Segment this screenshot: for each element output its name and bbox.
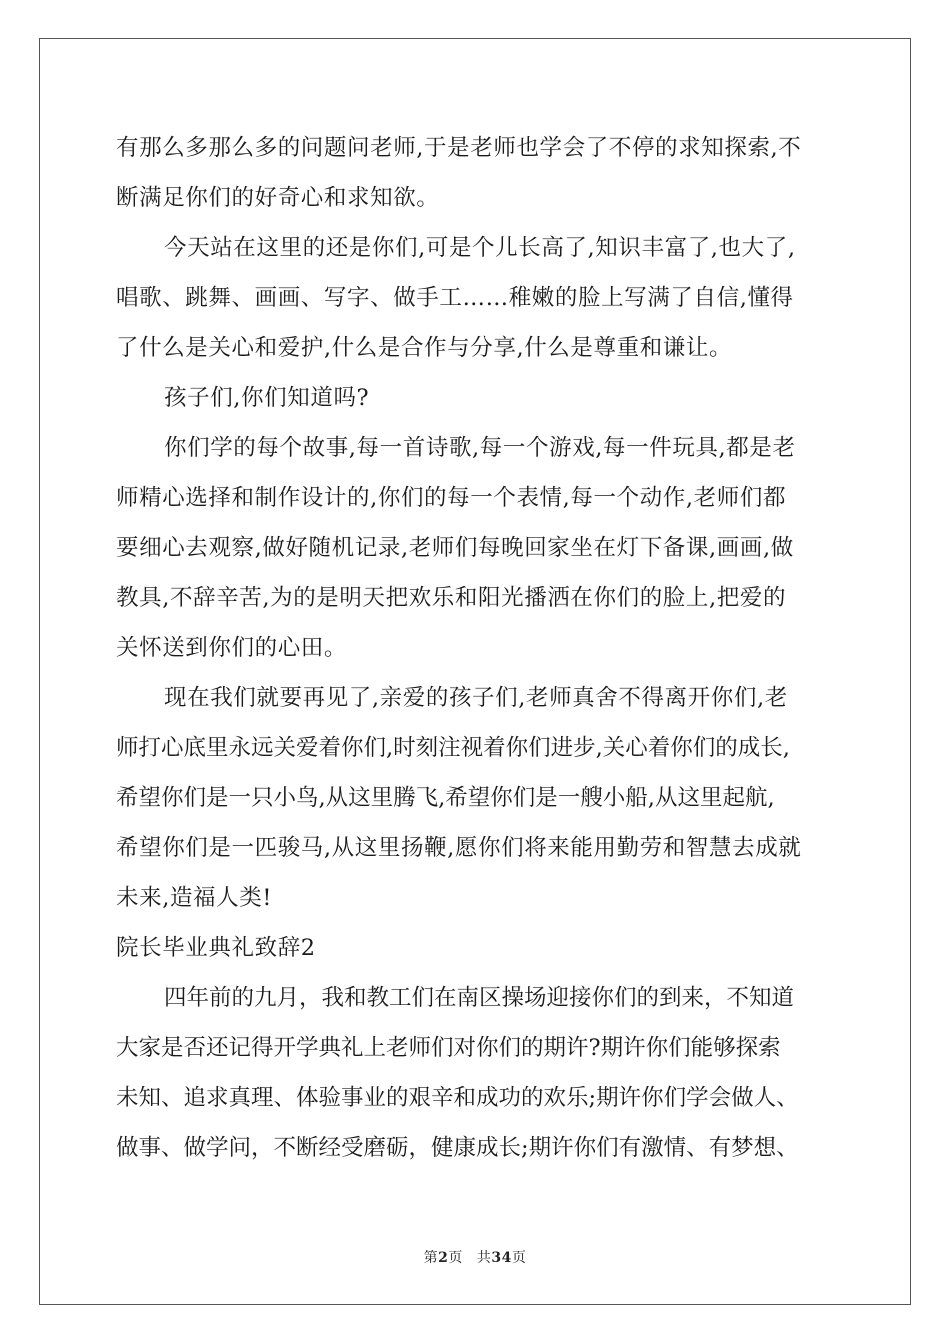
text-line: 唱歌、跳舞、画画、写字、做手工……稚嫩的脸上写满了自信,懂得: [116, 285, 794, 311]
paragraph-start: 现在我们就要再见了,亲爱的孩子们,老师真舍不得离开你们,老: [164, 685, 788, 711]
text-line: 希望你们是一匹骏马,从这里扬鞭,愿你们将来能用勤劳和智慧去成就: [116, 835, 802, 861]
text-line: 师打心底里永远关爱着你们,时刻注视着你们进步,关心着你们的成长,: [116, 735, 790, 761]
total-pages: 34: [491, 1250, 512, 1266]
text-line: 希望你们是一只小鸟,从这里腾飞,希望你们是一艘小船,从这里起航,: [116, 785, 775, 811]
text-line: 教具,不辞辛苦,为的是明天把欢乐和阳光播洒在你们的脸上,把爱的: [116, 585, 787, 611]
section-heading: 院长毕业典礼致辞2: [116, 935, 316, 961]
text-line: 做事、做学问，不断经受磨砺，健康成长;期许你们有激情、有梦想、: [116, 1135, 799, 1161]
page-footer: [0, 1247, 950, 1267]
page-number: 2: [438, 1250, 449, 1266]
text-line: 师精心选择和制作设计的,你们的每一个表情,每一个动作,老师们都: [116, 485, 787, 511]
text-line: 关怀送到你们的心田。: [116, 635, 348, 661]
paragraph-start: 今天站在这里的还是你们,可是个儿长高了,知识丰富了,也大了,: [164, 235, 796, 261]
text-line: 未来,造福人类!: [116, 885, 272, 911]
text-line: 断满足你们的好奇心和求知欲。: [116, 185, 440, 211]
paragraph-start: 你们学的每个故事,每一首诗歌,每一个游戏,每一件玩具,都是老: [164, 435, 796, 461]
page-suffix: 页: [448, 1250, 463, 1266]
document-body: [116, 126, 836, 1176]
text-line: 了什么是关心和爱护,什么是合作与分享,什么是尊重和谦让。: [116, 335, 733, 361]
paragraph-start: 四年前的九月，我和教工们在南区操场迎接你们的到来，不知道: [164, 985, 795, 1011]
text-line: 大家是否还记得开学典礼上老师们对你们的期许?期许你们能够探索: [116, 1035, 781, 1061]
text-line: 要细心去观察,做好随机记录,老师们每晚回家坐在灯下备课,画画,做: [116, 535, 794, 561]
text-line: 未知、追求真理、体验事业的艰辛和成功的欢乐;期许你们学会做人、: [116, 1085, 799, 1111]
paragraph-start: 孩子们,你们知道吗?: [164, 385, 370, 411]
total-prefix: 共: [476, 1250, 492, 1266]
page-prefix: 第: [423, 1250, 439, 1266]
text-line: 有那么多那么多的问题问老师,于是老师也学会了不停的求知探索,不: [116, 135, 802, 161]
total-suffix: 页: [511, 1250, 527, 1266]
